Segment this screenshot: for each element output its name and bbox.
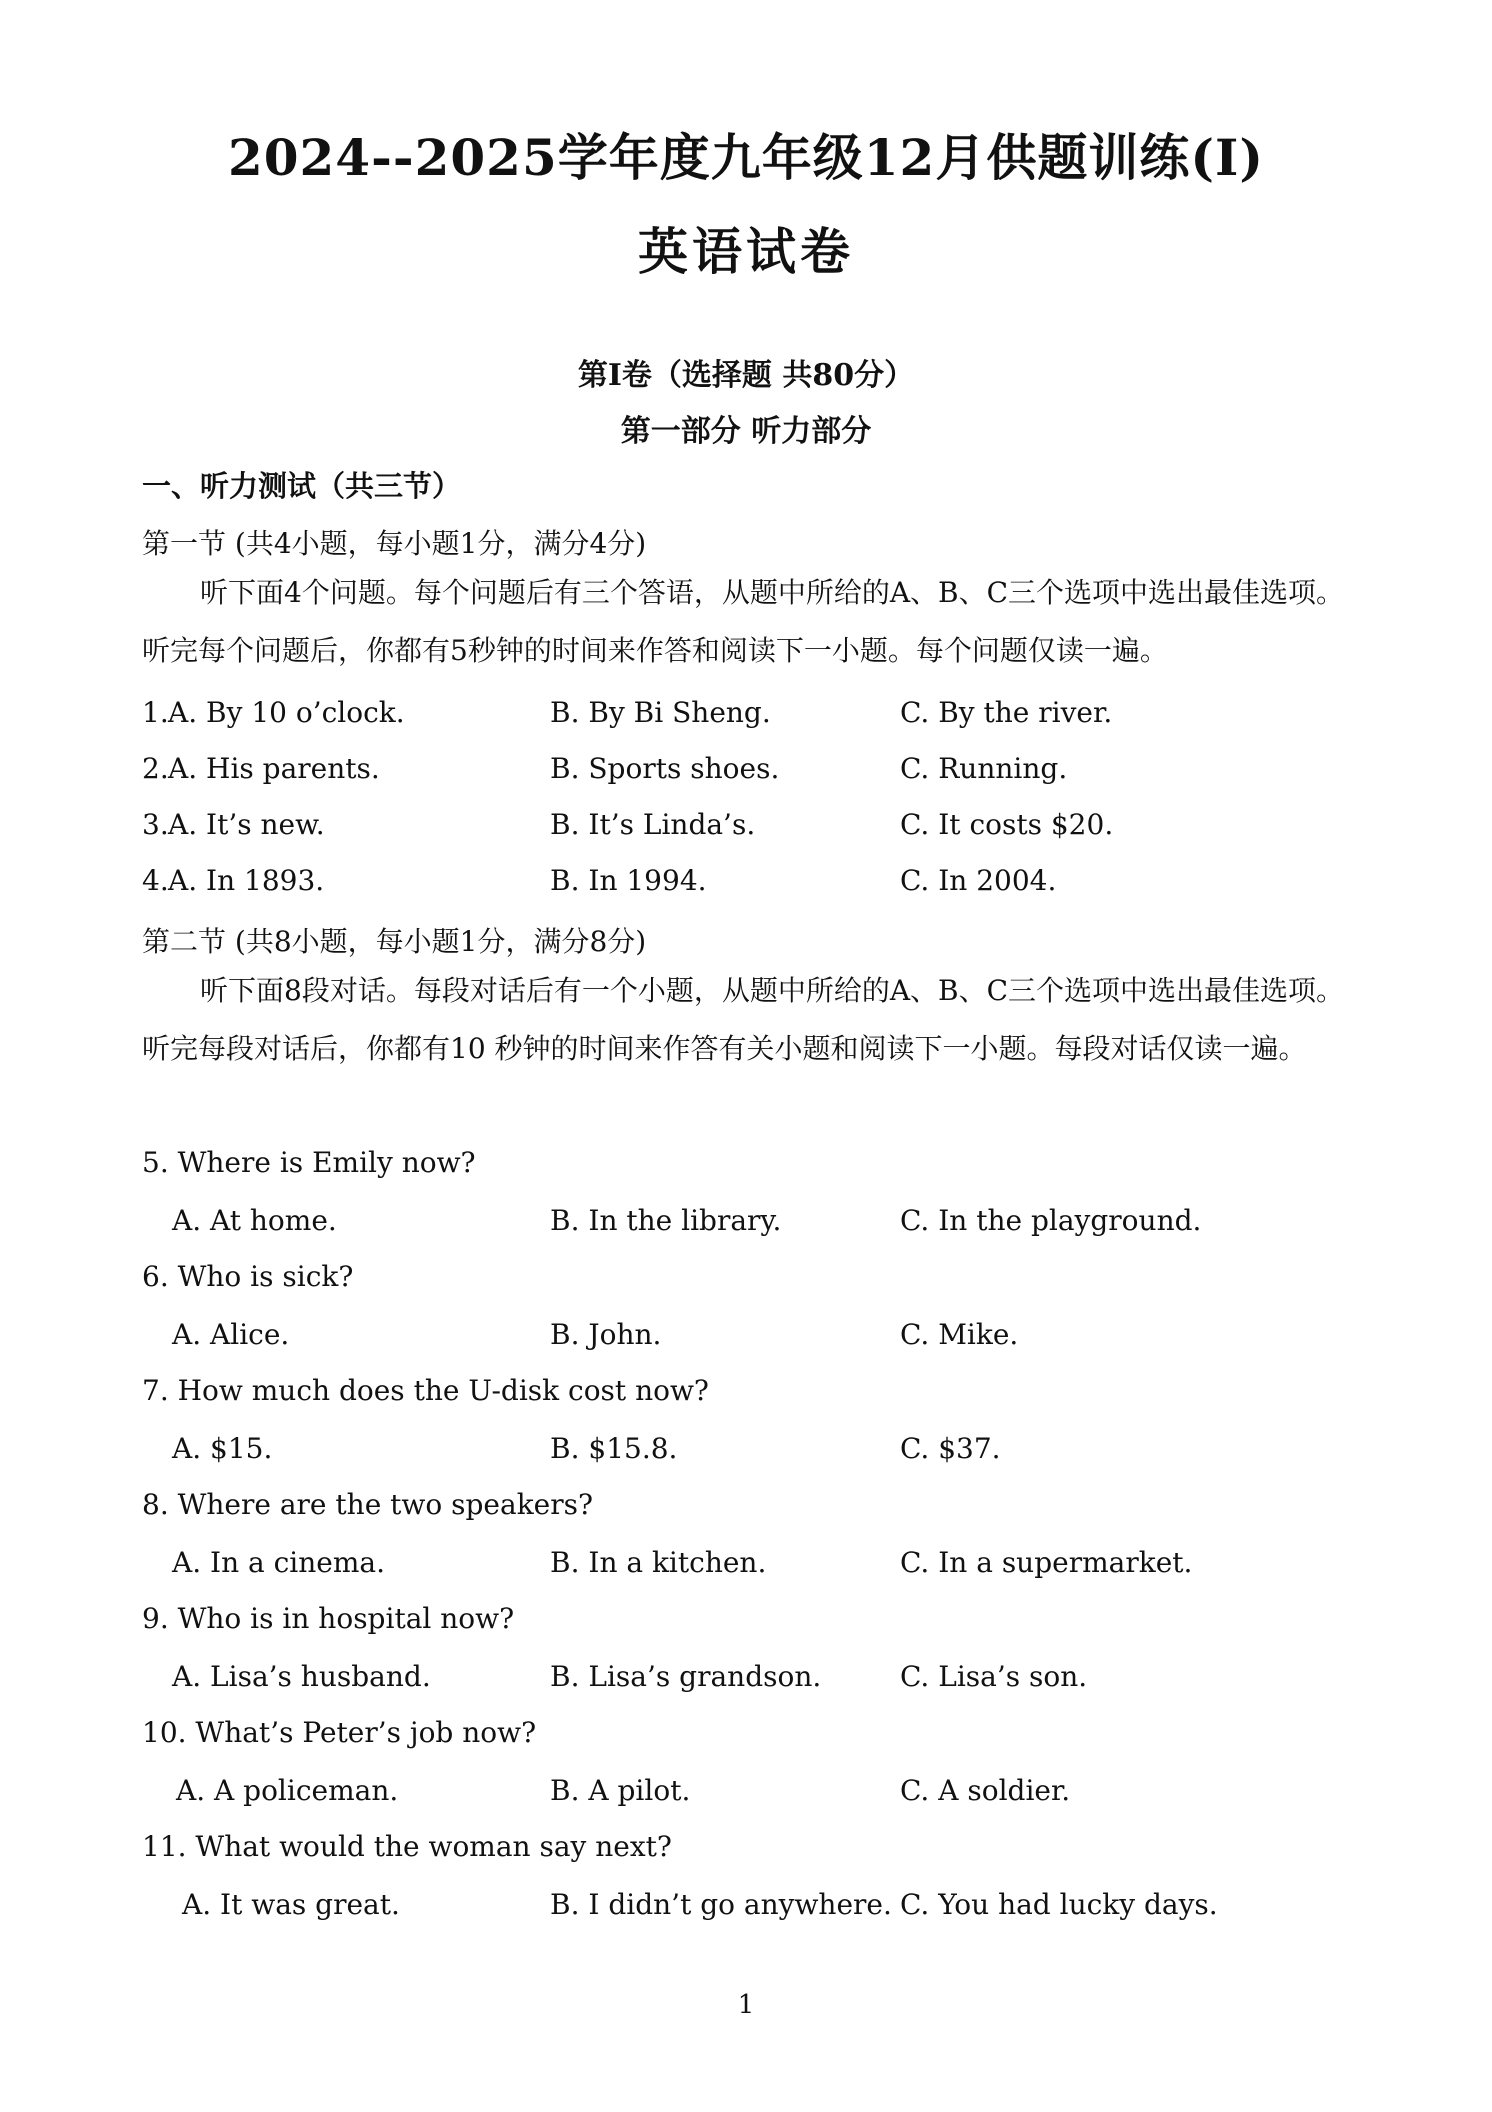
option-a: A. By 10 o’clock.: [168, 696, 405, 729]
options-row: [172, 1318, 1362, 1358]
option-c: C. In a supermarket.: [900, 1546, 1193, 1579]
part1-heading: 第一节 (共4小题，每小题1分，满分4分): [142, 527, 647, 560]
option-c: C. $37.: [900, 1432, 1001, 1465]
option-b: B. A pilot.: [550, 1774, 691, 1807]
options-row: [172, 1432, 1362, 1472]
option-b: B. By Bi Sheng.: [550, 696, 771, 729]
option-b: B. It’s Linda’s.: [550, 808, 756, 841]
volume-heading: 第Ⅰ卷（选择题 共80分）: [577, 358, 915, 393]
option-a: A. Alice.: [172, 1318, 290, 1351]
question-row: [142, 696, 1362, 736]
part1-instructions: 听下面4个问题。每个问题后有三个答语，从题中所给的A、B、C三个选项中选出最佳选项。听完每个问题后，你都有5秒钟的时间来作答和阅读下一小题。每个问题仅读一遍。: [142, 576, 1345, 667]
option-a: A. His parents.: [168, 752, 380, 785]
question-text: 5. Where is Emily now?: [142, 1146, 476, 1179]
option-c: C. A soldier.: [900, 1774, 1071, 1807]
page-number: 1: [737, 1990, 755, 2020]
question-text: 6. Who is sick?: [142, 1260, 354, 1293]
question-row: [142, 864, 1362, 904]
question-text: 11. What would the woman say next?: [142, 1830, 672, 1863]
option-a: A. In 1893.: [168, 864, 325, 897]
question-row: [142, 752, 1362, 792]
options-row: [176, 1774, 1362, 1814]
option-b: B. In a kitchen.: [550, 1546, 767, 1579]
option-c: C. In the playground.: [900, 1204, 1202, 1237]
option-c: C. It costs $20.: [900, 808, 1114, 841]
question-number: 2.: [142, 752, 169, 785]
part-heading: 第一部分 听力部分: [620, 414, 872, 449]
options-row: [182, 1888, 1362, 1928]
option-b: B. Sports shoes.: [550, 752, 780, 785]
option-c: C. In 2004.: [900, 864, 1057, 897]
option-b: B. Lisa’s grandson.: [550, 1660, 822, 1693]
question-text: 9. Who is in hospital now?: [142, 1602, 515, 1635]
question-number: 4.: [142, 864, 169, 897]
option-c: C. You had lucky days.: [900, 1888, 1218, 1921]
question-number: 3.: [142, 808, 169, 841]
option-b: B. In 1994.: [550, 864, 707, 897]
option-a: A. $15.: [172, 1432, 273, 1465]
option-a: A. It was great.: [182, 1888, 400, 1921]
part2-instructions: 听下面8段对话。每段对话后有一个小题，从题中所给的A、B、C三个选项中选出最佳选项。听完每段对话后，你都有10 秒钟的时间来作答有关小题和阅读下一小题。每段对话仅读一遍。: [142, 974, 1345, 1065]
options-row: [172, 1546, 1362, 1586]
option-c: C. Running.: [900, 752, 1068, 785]
option-c: C. Lisa’s son.: [900, 1660, 1088, 1693]
part2-heading: 第二节 (共8小题，每小题1分，满分8分): [142, 925, 647, 958]
question-text: 8. Where are the two speakers?: [142, 1488, 593, 1521]
option-b: B. $15.8.: [550, 1432, 678, 1465]
exam-title: 2024--2025学年度九年级12月供题训练(Ⅰ): [227, 128, 1265, 187]
question-row: [142, 808, 1362, 848]
option-c: C. Mike.: [900, 1318, 1019, 1351]
question-number: 1.: [142, 696, 169, 729]
exam-subtitle: 英语试卷: [638, 222, 854, 281]
option-a: A. Lisa’s husband.: [172, 1660, 431, 1693]
option-b: B. In the library.: [550, 1204, 782, 1237]
option-a: A. At home.: [172, 1204, 337, 1237]
option-a: A. In a cinema.: [172, 1546, 385, 1579]
section-heading: 一、听力测试（共三节）: [142, 469, 462, 503]
question-text: 10. What’s Peter’s job now?: [142, 1716, 537, 1749]
question-text: 7. How much does the U-disk cost now?: [142, 1374, 709, 1407]
option-b: B. I didn’t go anywhere.: [550, 1888, 892, 1921]
option-b: B. John.: [550, 1318, 662, 1351]
option-a: A. It’s new.: [168, 808, 325, 841]
options-row: [172, 1204, 1362, 1244]
option-a: A. A policeman.: [176, 1774, 399, 1807]
option-c: C. By the river.: [900, 696, 1113, 729]
options-row: [172, 1660, 1362, 1700]
